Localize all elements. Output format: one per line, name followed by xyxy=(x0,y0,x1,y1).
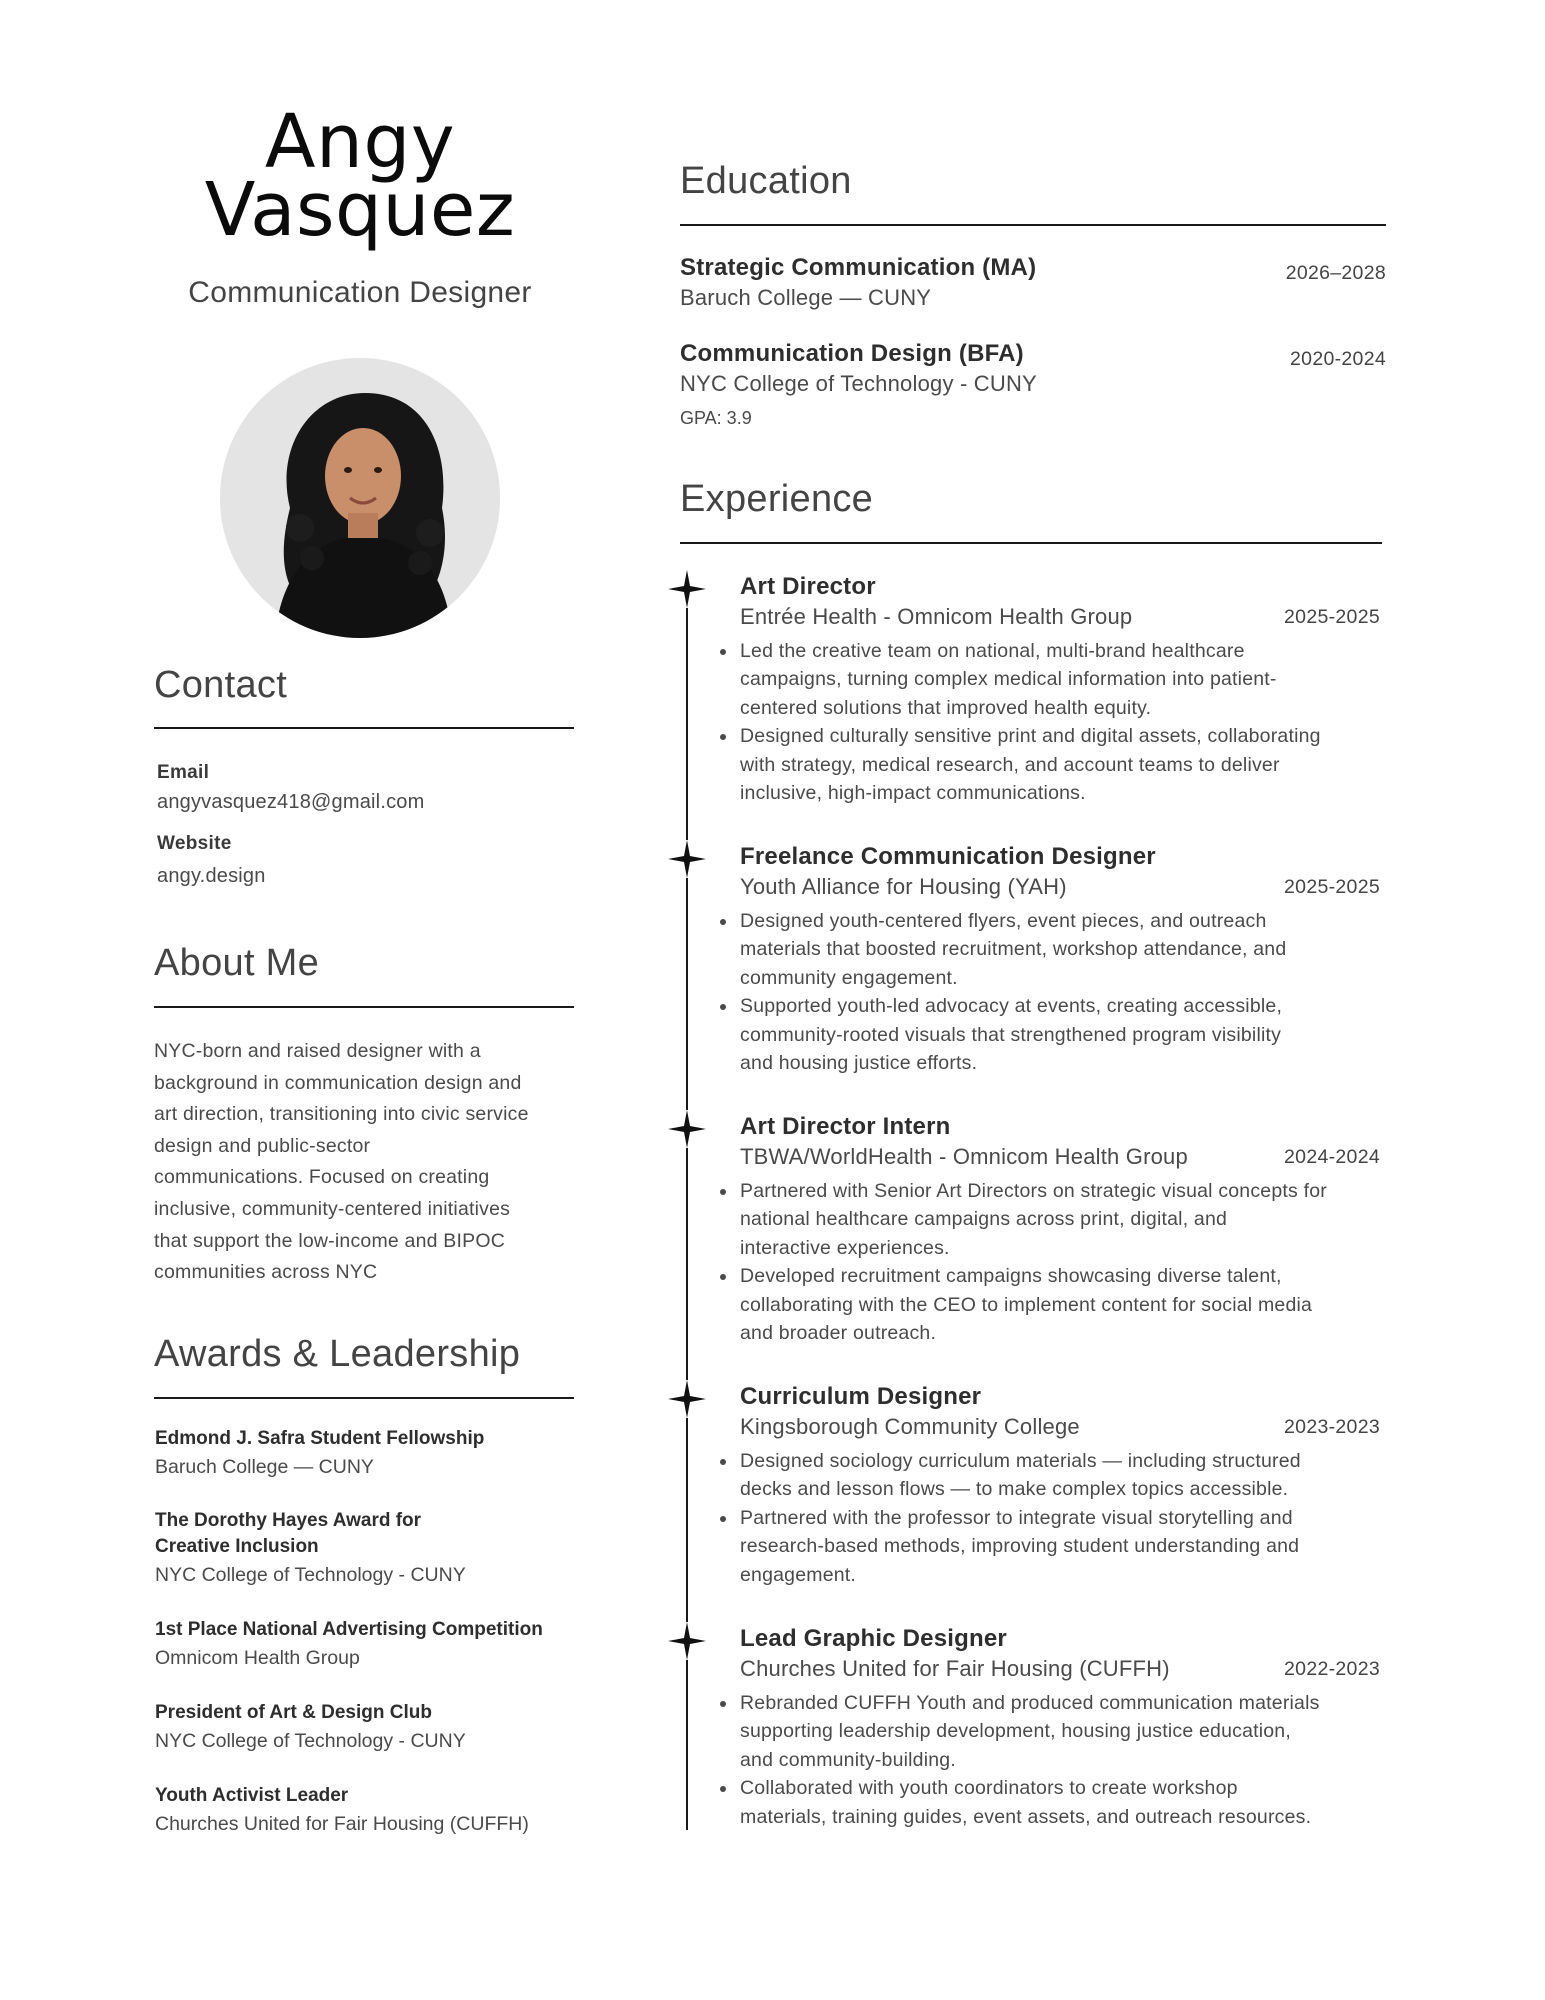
job-bullet: Collaborated with youth coordinators to create workshop materials, training guides, event assets, and outreach resources. xyxy=(740,1774,1380,1831)
job-title: Art Director xyxy=(740,573,876,600)
job-dates: 2025-2025 xyxy=(1284,876,1380,898)
awards-rule xyxy=(154,1397,574,1399)
job-title: Curriculum Designer xyxy=(740,1383,982,1410)
job-bullet: Supported youth-led advocacy at events, creating accessible, community-rooted visuals that strengthened program visibility and housing justice efforts. xyxy=(740,992,1380,1077)
job-org: TBWA/WorldHealth - Omnicom Health Group xyxy=(740,1144,1188,1169)
experience-entry xyxy=(740,1624,1380,1831)
job-bullet: Designed youth-centered flyers, event pieces, and outreach materials that boosted recruitment, workshop attendance, and community engagement. xyxy=(740,907,1380,992)
last-name: Vasquez xyxy=(204,167,516,253)
contact-rule xyxy=(154,727,574,729)
awards-title: Awards & Leadership xyxy=(154,1333,521,1375)
job-bullet: Designed culturally sensitive print and digital assets, collaborating with strategy, medical research, and account teams to deliver inclusive, high-impact communications. xyxy=(740,722,1380,807)
four-point-star-icon xyxy=(668,570,706,608)
job-bullet: Rebranded CUFFH Youth and produced communication materials supporting leadership development, housing justice education, and community-building. xyxy=(740,1689,1380,1774)
award-item xyxy=(155,1783,585,1838)
job-bullets xyxy=(740,907,1380,1077)
about-rule xyxy=(154,1006,574,1008)
award-title: 1st Place National Advertising Competition xyxy=(155,1619,543,1640)
job-role: Communication Designer xyxy=(188,276,532,309)
experience-entry xyxy=(740,842,1380,1077)
award-org: NYC College of Technology - CUNY xyxy=(155,1564,466,1586)
job-bullets xyxy=(740,1177,1380,1347)
name-heading xyxy=(155,99,565,253)
experience-entry xyxy=(740,572,1380,807)
job-title: Freelance Communication Designer xyxy=(740,843,1156,870)
experience-title: Experience xyxy=(680,478,874,520)
education-school: Baruch College — CUNY xyxy=(680,285,932,310)
four-point-star-icon xyxy=(668,1110,706,1148)
education-rule xyxy=(680,224,1386,226)
job-dates: 2023-2023 xyxy=(1284,1416,1380,1438)
job-dates: 2025-2025 xyxy=(1284,606,1380,628)
job-title: Lead Graphic Designer xyxy=(740,1625,1007,1652)
education-dates: 2026–2028 xyxy=(1285,262,1386,284)
education-title: Education xyxy=(680,160,852,202)
website-label: Website xyxy=(157,833,232,854)
about-title: About Me xyxy=(154,942,320,984)
four-point-star-icon xyxy=(668,1622,706,1660)
job-bullets xyxy=(740,1447,1380,1589)
profile-photo xyxy=(220,358,500,638)
award-item xyxy=(155,1508,585,1589)
education-gpa: GPA: 3.9 xyxy=(680,408,752,428)
job-dates: 2022-2023 xyxy=(1284,1658,1380,1680)
award-title: President of Art & Design Club xyxy=(155,1702,432,1723)
experience-rule xyxy=(680,542,1382,544)
award-item xyxy=(155,1700,585,1755)
job-org: Entrée Health - Omnicom Health Group xyxy=(740,604,1133,629)
job-bullet: Designed sociology curriculum materials — including structured decks and lesson flows — to make complex topics accessible. xyxy=(740,1447,1380,1504)
education-degree: Strategic Communication (MA) xyxy=(680,254,1037,281)
job-dates: 2024-2024 xyxy=(1284,1146,1380,1168)
job-org: Youth Alliance for Housing (YAH) xyxy=(740,874,1067,899)
job-bullet: Partnered with Senior Art Directors on strategic visual concepts for national healthcare campaigns across print, digital, and interactive experiences. xyxy=(740,1177,1380,1262)
award-org: Omnicom Health Group xyxy=(155,1647,360,1669)
experience-entry xyxy=(740,1382,1380,1589)
experience-entry xyxy=(740,1112,1380,1347)
email-value[interactable]: angyvasquez418@gmail.com xyxy=(157,791,425,813)
four-point-star-icon xyxy=(668,840,706,878)
about-line: design and public-sector xyxy=(154,1134,371,1157)
award-title: The Dorothy Hayes Award for Creative Inclusion xyxy=(155,1510,422,1557)
about-line: background in communication design and xyxy=(154,1071,522,1094)
email-label: Email xyxy=(157,762,210,783)
job-title: Art Director Intern xyxy=(740,1113,951,1140)
about-line: NYC-born and raised designer with a xyxy=(154,1040,481,1062)
about-text xyxy=(154,1036,579,1289)
award-org: Churches United for Fair Housing (CUFFH) xyxy=(155,1813,529,1835)
four-point-star-icon xyxy=(668,1380,706,1418)
award-title: Youth Activist Leader xyxy=(155,1785,349,1806)
job-bullets xyxy=(740,637,1380,807)
award-item xyxy=(155,1617,585,1672)
about-line: art direction, transitioning into civic service xyxy=(154,1103,529,1126)
education-school: NYC College of Technology - CUNY xyxy=(680,371,1037,396)
job-bullet: Partnered with the professor to integrate visual storytelling and research-based methods, improving student understanding and engagement. xyxy=(740,1504,1380,1589)
education-degree: Communication Design (BFA) xyxy=(680,340,1024,367)
about-line: that support the low-income and BIPOC xyxy=(154,1229,505,1252)
job-bullet: Led the creative team on national, multi-brand healthcare campaigns, turning complex medical information into patient- centered solutions that improved health equity. xyxy=(740,637,1380,722)
website-link[interactable]: angy.design xyxy=(157,865,266,887)
first-name: Angy xyxy=(264,99,456,185)
job-bullets xyxy=(740,1689,1380,1831)
award-title: Edmond J. Safra Student Fellowship xyxy=(155,1428,485,1449)
about-line: communications. Focused on creating xyxy=(154,1166,490,1189)
about-line: communities across NYC xyxy=(154,1261,378,1284)
contact-title: Contact xyxy=(154,664,288,706)
education-dates: 2020-2024 xyxy=(1290,348,1386,370)
job-org: Kingsborough Community College xyxy=(740,1414,1080,1439)
job-bullet: Developed recruitment campaigns showcasing diverse talent, collaborating with the CEO to implement content for social media and broader outreach. xyxy=(740,1262,1380,1347)
award-org: Baruch College — CUNY xyxy=(155,1456,374,1478)
job-org: Churches United for Fair Housing (CUFFH) xyxy=(740,1656,1170,1681)
award-org: NYC College of Technology - CUNY xyxy=(155,1730,466,1752)
award-item xyxy=(155,1426,585,1481)
about-line: inclusive, community-centered initiatives xyxy=(154,1197,511,1220)
